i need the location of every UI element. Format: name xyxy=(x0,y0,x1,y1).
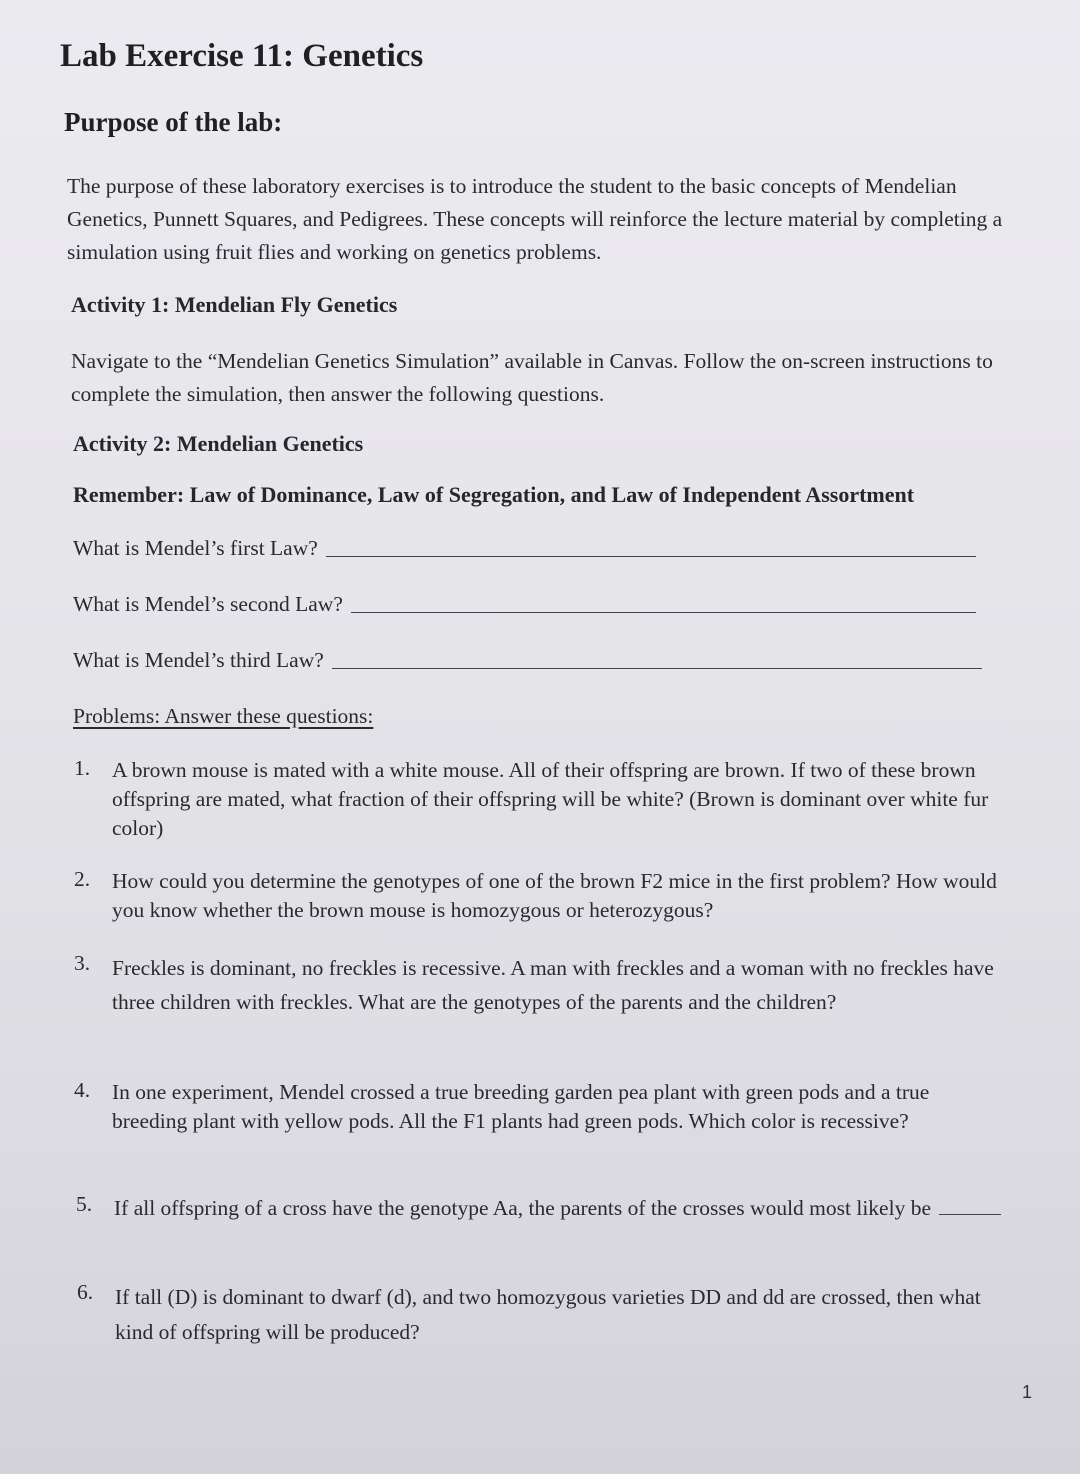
problem-text: How could you determine the genotypes of one of the brown F2 mice in the first problem? How would you know whether the brown mouse is homozygous or heterozygous? xyxy=(112,869,997,922)
problem-item xyxy=(74,867,1004,925)
law-question-2-text: What is Mendel’s second Law? xyxy=(73,592,343,616)
problem-number: 2. xyxy=(74,867,91,891)
problem-text-wrapper xyxy=(114,1192,1001,1225)
problem-number: 1. xyxy=(74,756,91,780)
law-question-3-answer-line xyxy=(332,667,982,669)
law-question-3-text: What is Mendel’s third Law? xyxy=(73,648,324,672)
activity1-paragraph: Navigate to the “Mendelian Genetics Simulation” available in Canvas. Follow the on-screen instructions to complete the simulation, then answer the following questions. xyxy=(71,349,993,406)
activity1-heading: Activity 1: Mendelian Fly Genetics xyxy=(71,292,398,317)
problem-text: Freckles is dominant, no freckles is recessive. A man with freckles and a woman with no freckles have three children with freckles. What are the genotypes of the parents and the children? xyxy=(112,956,994,1014)
problem-item xyxy=(77,1280,1007,1350)
problem-number: 6. xyxy=(77,1280,94,1304)
problem-number: 5. xyxy=(76,1192,93,1216)
purpose-paragraph: The purpose of these laboratory exercises is to introduce the student to the basic concepts of Mendelian Genetics, Punnett Squares, and Pedigrees. These concepts will reinforce the lecture material by completing a simulation using fruit flies and working on genetics problems. xyxy=(67,174,1003,264)
problem-text: In one experiment, Mendel crossed a true breeding garden pea plant with green pods and a true breeding plant with yellow pods. All the F1 plants had green pods. Which color is recessive? xyxy=(112,1080,930,1133)
problem-number: 3. xyxy=(74,951,91,975)
problem-number: 4. xyxy=(74,1078,91,1102)
problem-item xyxy=(74,1078,1009,1136)
page-title: Lab Exercise 11: Genetics xyxy=(60,38,424,74)
problem-text: If tall (D) is dominant to dwarf (d), and two homozygous varieties DD and dd are crossed, then what kind of offspring will be produced? xyxy=(115,1285,981,1344)
problem-item xyxy=(74,756,1024,843)
problem-item xyxy=(74,951,994,1019)
remember-laws: Remember: Law of Dominance, Law of Segregation, and Law of Independent Assortment xyxy=(73,482,915,507)
problem-item xyxy=(76,1192,1021,1225)
problem-text: A brown mouse is mated with a white mouse. All of their offspring are brown. If two of these brown offspring are mated, what fraction of their offspring will be white? (Brown is dominant over white fur color) xyxy=(112,758,989,840)
law-question-2-answer-line xyxy=(351,611,976,613)
activity2-heading: Activity 2: Mendelian Genetics xyxy=(73,431,364,456)
problem-text: If all offspring of a cross have the genotype Aa, the parents of the crosses would most likely be xyxy=(114,1196,931,1220)
law-question-1-answer-line xyxy=(326,555,976,557)
law-question-1 xyxy=(73,536,976,561)
page-number: 1 xyxy=(1022,1382,1033,1402)
law-question-1-text: What is Mendel’s first Law? xyxy=(73,536,318,560)
law-question-3 xyxy=(73,648,982,673)
law-question-2 xyxy=(73,592,976,617)
purpose-heading: Purpose of the lab: xyxy=(64,107,283,137)
problems-heading: Problems: Answer these questions: xyxy=(73,704,374,728)
problem-5-answer-line xyxy=(939,1213,1001,1215)
